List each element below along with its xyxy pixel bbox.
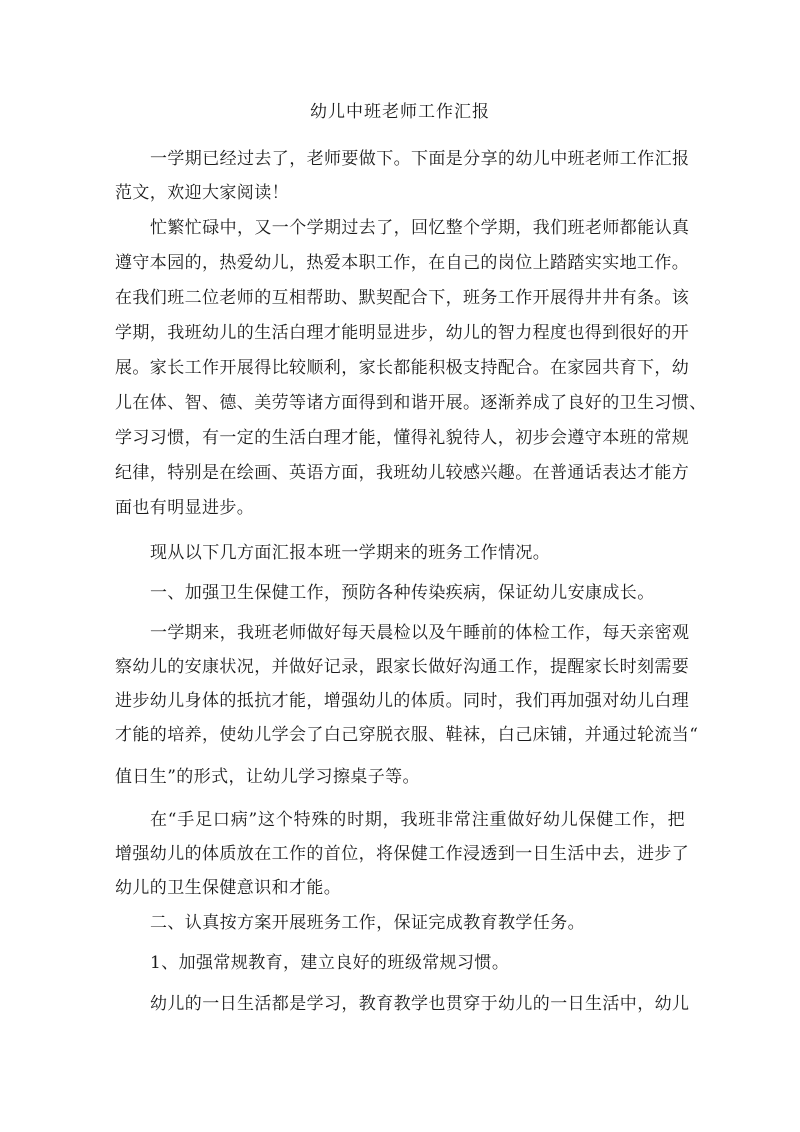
section-heading: 二、认真按方案开展班务工作，保证完成教育教学任务。: [150, 913, 585, 933]
document-title: 幼儿中班老师工作汇报: [310, 102, 490, 122]
paragraph-line: 面也有明显进步。: [115, 498, 255, 518]
paragraph-line: 儿在体、智、德、美劳等诸方面得到和谐开展。逐渐养成了良好的卫生习惯、: [115, 393, 707, 413]
paragraph-line: 学习习惯，有一定的生活白理才能，懂得礼貌待人，初步会遵守本班的常规: [115, 428, 690, 448]
paragraph-line: 展。家长工作开展得比较顺利，家长都能积极支持配合。在家园共育下，幼: [115, 358, 690, 378]
paragraph-line: 一学期已经过去了，老师要做下。下面是分享的幼儿中班老师工作汇报: [150, 149, 690, 169]
paragraph-line: 学期，我班幼儿的生活白理才能明显进步，幼儿的智力程度也得到很好的开: [115, 323, 690, 343]
paragraph-line: 幼儿的卫生保健意识和才能。: [115, 878, 342, 898]
paragraph-line: 才能的培养，使幼儿学会了白己穿脱衣服、鞋袜，白己床铺，并通过轮流当“: [115, 725, 699, 745]
section-heading: 一、加强卫生保健工作，预防各种传染疾病，保证幼儿安康成长。: [150, 583, 655, 603]
paragraph-line: 忙繁忙碌中，又一个学期过去了，回忆整个学期，我们班老师都能认真: [150, 218, 690, 238]
paragraph-line: 范文，欢迎大家阅读！: [115, 183, 289, 203]
paragraph-line: 在我们班二位老师的互相帮助、默契配合下，班务工作开展得井井有条。该: [115, 288, 690, 308]
paragraph-line: 值日生”的形式，让幼儿学习擦桌子等。: [115, 767, 420, 787]
paragraph-line: 一学期来，我班老师做好每天晨检以及午睡前的体检工作，每天亲密观: [150, 623, 690, 643]
paragraph-line: 遵守本园的，热爱幼儿，热爱本职工作，在自己的岗位上踏踏实实地工作。: [115, 253, 690, 273]
subsection-heading: 1、加强常规教育，建立良好的班级常规习惯。: [150, 953, 510, 973]
paragraph-line: 纪律，特别是在绘画、英语方面，我班幼儿较感兴趣。在普通话表达才能方: [115, 463, 690, 483]
paragraph-line: 增强幼儿的体质放在工作的首位，将保健工作浸透到一日生活中去，进步了: [115, 844, 690, 864]
paragraph-line: 幼儿的一日生活都是学习，教育教学也贯穿于幼儿的一日生活中，幼儿: [150, 994, 690, 1014]
paragraph-line: 察幼儿的安康状况，并做好记录，跟家长做好沟通工作，提醒家长时刻需要: [115, 657, 690, 677]
paragraph-line: 现从以下几方面汇报本班一学期来的班务工作情况。: [150, 543, 551, 563]
paragraph-line: 在“手足口病”这个特殊的时期，我班非常注重做好幼儿保健工作，把: [150, 810, 685, 830]
paragraph-line: 进步幼儿身体的抵抗才能，增强幼儿的体质。同时，我们再加强对幼儿白理: [115, 691, 690, 711]
